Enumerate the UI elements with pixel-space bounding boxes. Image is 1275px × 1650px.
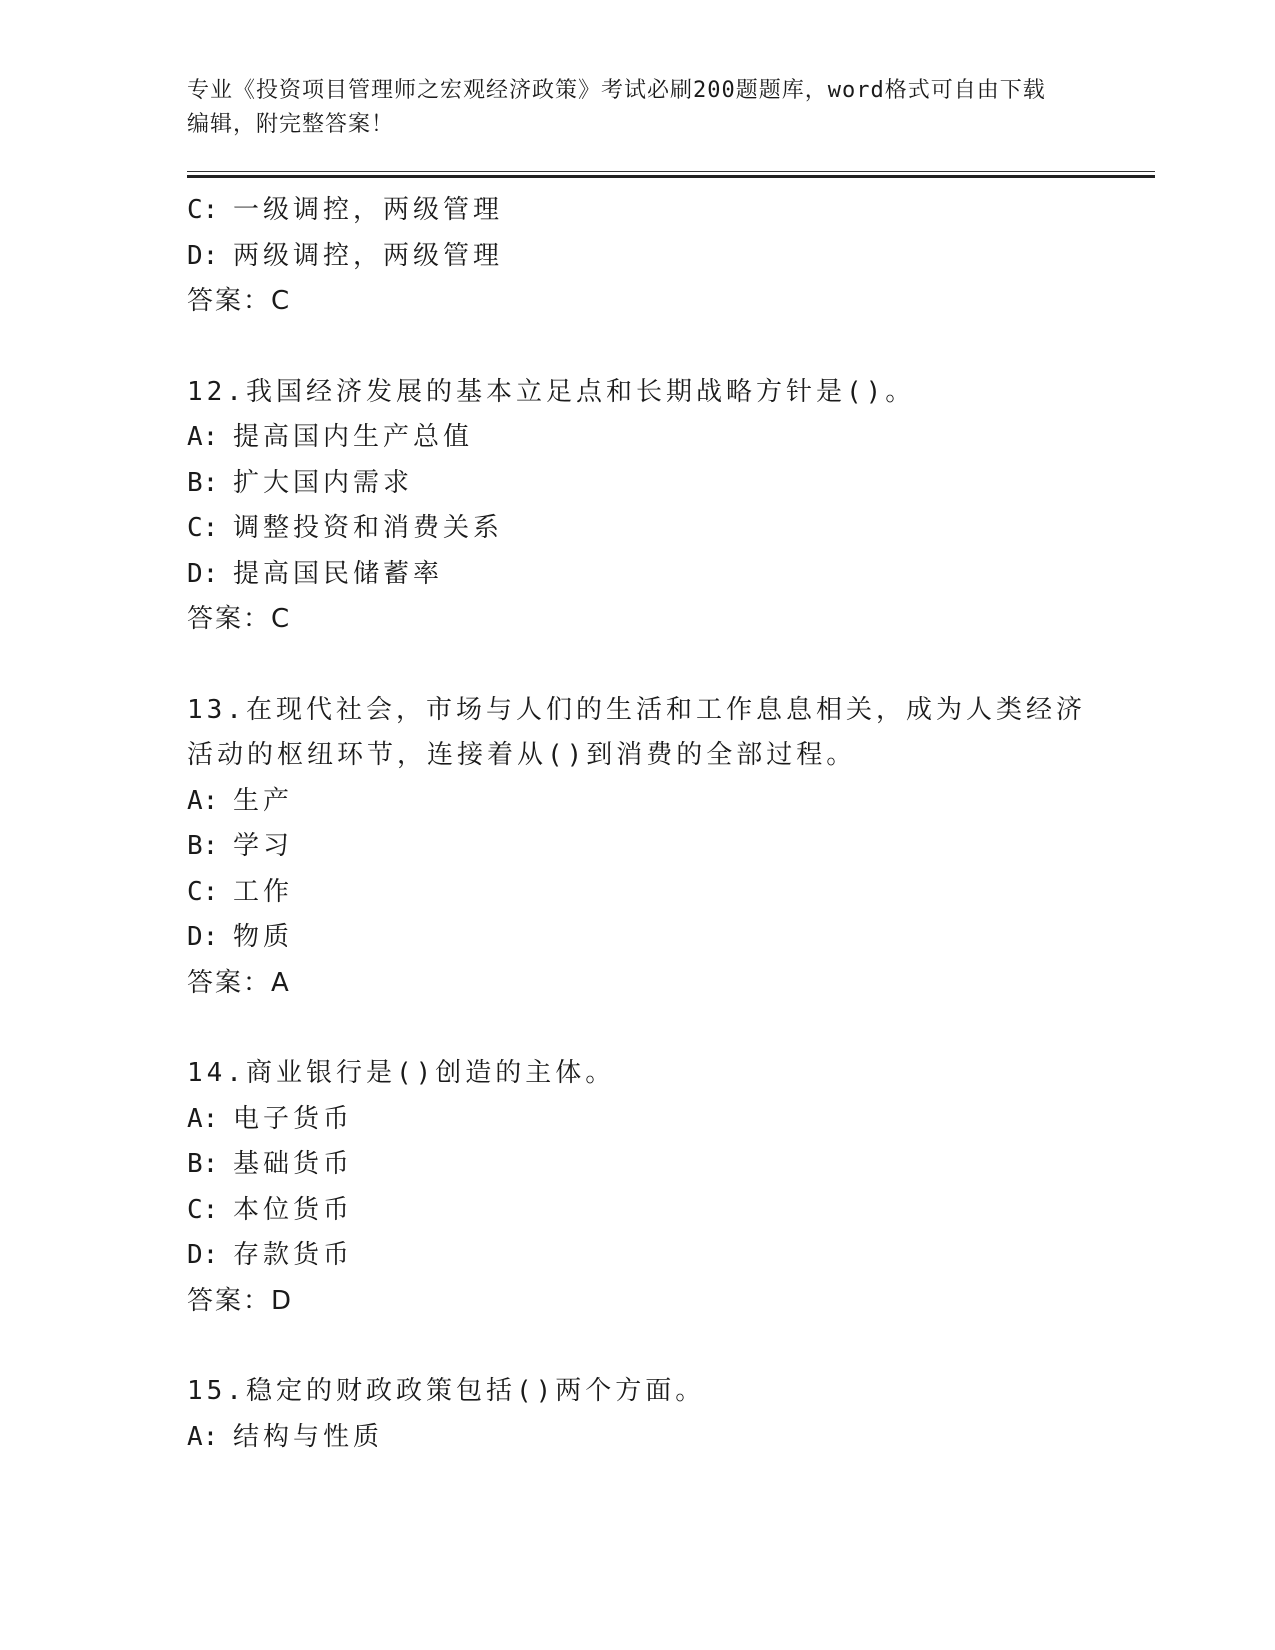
option-key: B: [187, 831, 219, 861]
option-text: 工作 [233, 876, 294, 907]
option-text: 两级调控，两级管理 [233, 240, 504, 271]
option-d [187, 1233, 1087, 1279]
option-key: C: [187, 876, 219, 907]
option-c [187, 870, 1087, 916]
option-a [187, 415, 1087, 461]
option-text: 存款货币 [233, 1240, 354, 1270]
option-key: D: [187, 1240, 219, 1270]
option-key: B: [187, 1149, 219, 1179]
option-text: 提高国内生产总值 [233, 422, 474, 452]
option-key: A: [187, 422, 219, 452]
answer-line: 答案：D [187, 1285, 294, 1316]
option-c [187, 188, 1087, 234]
question-stem: 15.稳定的财政政策包括()两个方面。 [187, 1376, 706, 1406]
option-text: 基础货币 [233, 1149, 354, 1179]
option-text: 本位货币 [233, 1194, 354, 1225]
answer-line: 答案：C [187, 604, 292, 634]
question-stem: 12.我国经济发展的基本立足点和长期战略方针是()。 [187, 376, 916, 407]
option-b [187, 824, 1087, 870]
option-text: 电子货币 [233, 1103, 354, 1134]
option-key: D: [187, 558, 219, 589]
option-key: C: [187, 513, 219, 543]
header-rule-thick [187, 175, 1155, 178]
option-text: 扩大国内需求 [233, 467, 414, 498]
answer-line: 答案：A [187, 967, 291, 998]
option-key: C: [187, 195, 219, 225]
question-stem: 14.商业银行是()创造的主体。 [187, 1058, 616, 1088]
option-c [187, 1188, 1087, 1234]
option-text: 结构与性质 [233, 1421, 384, 1452]
header-rule-thin [187, 171, 1155, 172]
option-text: 生产 [233, 785, 294, 816]
option-key: A: [187, 1103, 219, 1134]
question-15 [187, 1369, 1087, 1460]
option-text: 物质 [233, 922, 294, 952]
option-d [187, 234, 1087, 280]
option-key: A: [187, 1421, 219, 1452]
option-key: A: [187, 785, 219, 816]
option-text: 调整投资和消费关系 [233, 513, 504, 543]
continued-question [187, 188, 1087, 325]
option-d [187, 915, 1087, 961]
option-a [187, 779, 1087, 825]
question-13 [187, 688, 1087, 1007]
question-list [187, 188, 1087, 1460]
question-stem: 13.在现代社会，市场与人们的生活和工作息息相关，成为人类经济活动的枢纽环节，连接着从()到消费的全部过程。 [187, 694, 1086, 770]
option-c [187, 506, 1087, 552]
answer-line: 答案：C [187, 286, 292, 316]
option-text: 学习 [233, 831, 294, 861]
option-d [187, 552, 1087, 598]
option-key: B: [187, 467, 219, 498]
option-key: D: [187, 922, 219, 952]
option-b [187, 461, 1087, 507]
option-a [187, 1097, 1087, 1143]
option-key: D: [187, 240, 219, 271]
option-text: 一级调控，两级管理 [233, 195, 504, 225]
header-note: 专业《投资项目管理师之宏观经济政策》考试必刷200题题库，word格式可自由下载编辑，附完整答案！ [187, 78, 1046, 137]
question-12 [187, 370, 1087, 643]
option-text: 提高国民储蓄率 [233, 558, 444, 589]
option-key: C: [187, 1194, 219, 1225]
question-14 [187, 1051, 1087, 1324]
option-a [187, 1415, 1087, 1461]
option-b [187, 1142, 1087, 1188]
